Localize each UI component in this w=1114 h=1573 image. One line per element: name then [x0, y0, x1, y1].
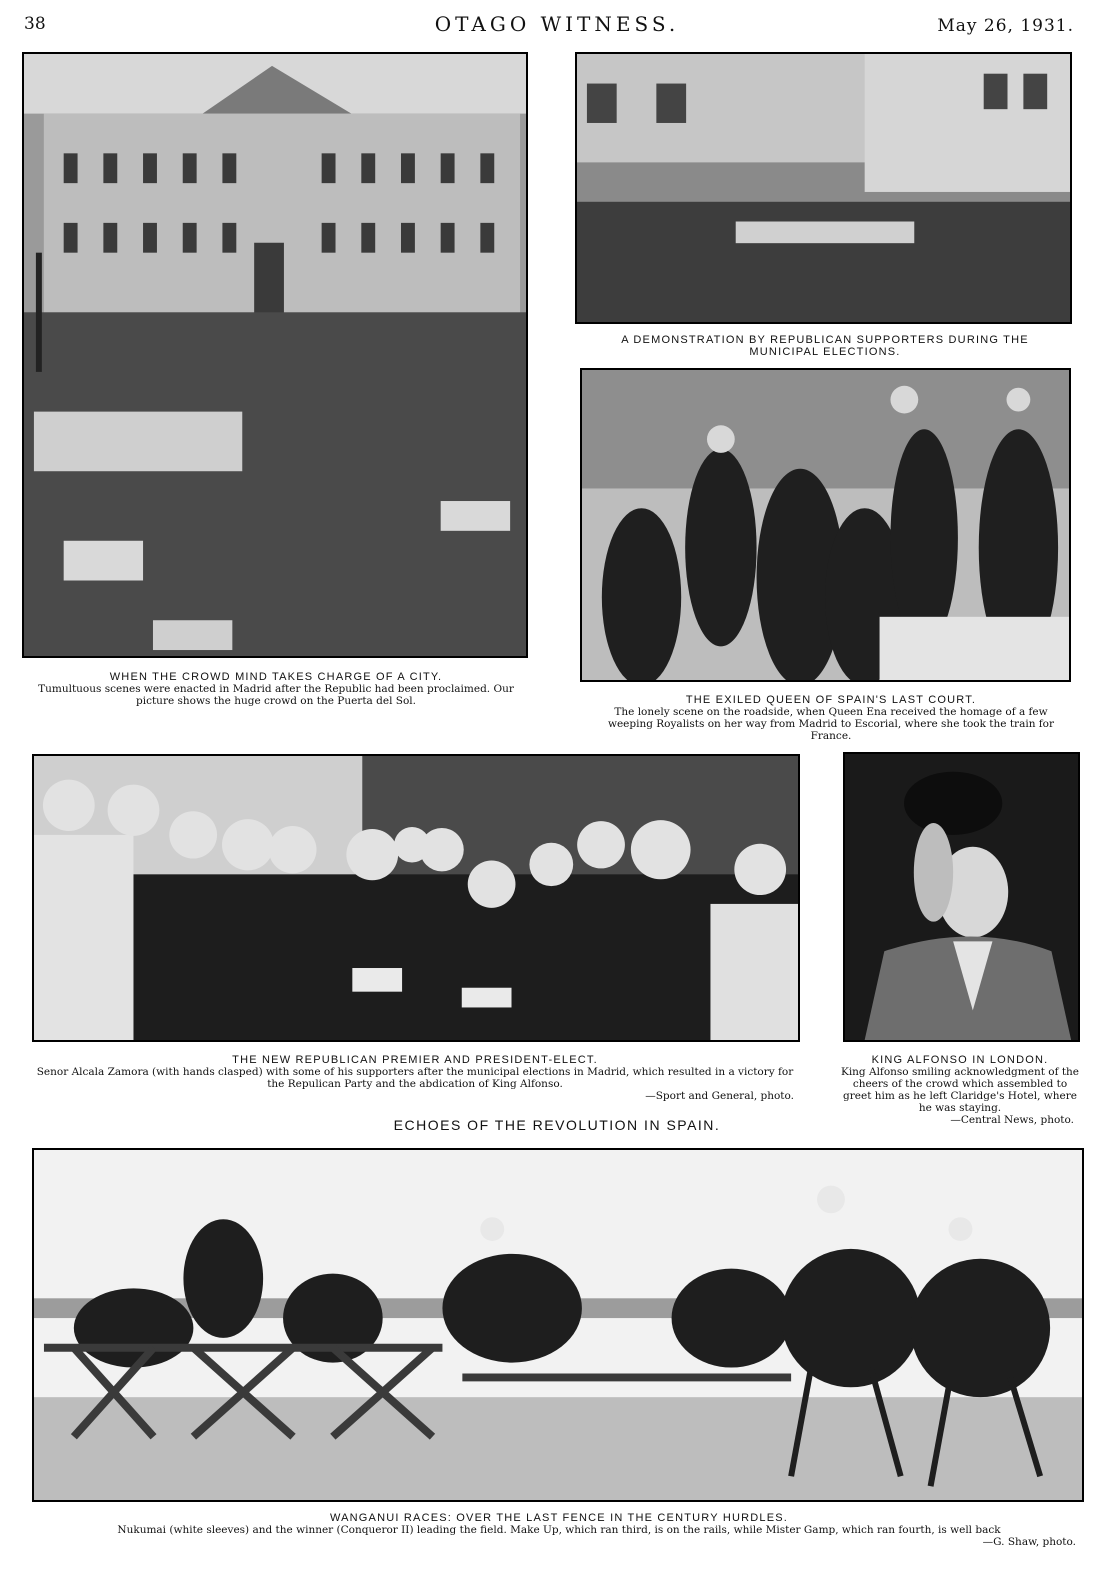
photo-credit: —G. Shaw, photo.: [982, 1536, 1076, 1548]
caption-title: KING ALFONSO IN LONDON.: [871, 1054, 1049, 1066]
caption-title: THE EXILED QUEEN OF SPAIN'S LAST COURT.: [685, 694, 977, 706]
caption-king-alfonso: [838, 1054, 1082, 1126]
caption-body: Nukumai (white sleeves) and the winner (Conqueror II) leading the field. Make Up, which ran third, is on the rails, while Mister Gamp, which ran fourth, is well back: [117, 1524, 1001, 1536]
caption-title: THE NEW REPUBLICAN PREMIER AND PRESIDENT-ELECT.: [232, 1054, 598, 1066]
caption-body: Senor Alcala Zamora (with hands clasped) with some of his supporters after the municipal elections in Madrid, which resulted in a victory for the Repulican Party and the abdication of King Alfonso.: [36, 1066, 794, 1090]
photo-demonstration: [575, 52, 1072, 324]
caption-body: King Alfonso smiling acknowledgment of the cheers of the crowd which assembled to greet him as he left Claridge's Hotel, where he was staying.: [840, 1066, 1080, 1114]
caption-body: Tumultuous scenes were enacted in Madrid after the Republic had been proclaimed. Our picture shows the huge crowd on the Puerta del Sol.: [38, 683, 514, 707]
caption-wanganui-races: [34, 1512, 1084, 1548]
masthead: OTAGO WITNESS.: [434, 12, 680, 36]
photo-madrid-crowd: [22, 52, 528, 658]
photo-wanganui-races: [32, 1148, 1084, 1502]
caption-madrid-crowd: [30, 671, 522, 707]
caption-demonstration: [600, 334, 1050, 358]
caption-republican-premier: [28, 1054, 802, 1102]
page-number: 38: [24, 14, 46, 34]
section-heading: ECHOES OF THE REVOLUTION IN SPAIN.: [393, 1117, 721, 1133]
caption-title: WANGANUI RACES: OVER THE LAST FENCE IN THE CENTURY HURDLES.: [329, 1512, 789, 1524]
photo-credit: —Central News, photo.: [950, 1114, 1074, 1126]
photo-republican-premier: [32, 754, 800, 1042]
photo-exiled-queen: [580, 368, 1071, 682]
caption-body: The lonely scene on the roadside, when Queen Ena received the homage of a few weeping Royalists on her way from Madrid to Escorial, where she took the train for France.: [607, 706, 1055, 742]
caption-title: WHEN THE CROWD MIND TAKES CHARGE OF A CITY.: [109, 671, 443, 683]
photo-king-alfonso: [843, 752, 1080, 1042]
issue-date: May 26, 1931.: [937, 16, 1074, 36]
caption-title: A DEMONSTRATION BY REPUBLICAN SUPPORTERS DURING THE MUNICIPAL ELECTIONS.: [621, 334, 1029, 358]
caption-exiled-queen: [596, 694, 1066, 742]
photo-credit: —Sport and General, photo.: [645, 1090, 794, 1102]
